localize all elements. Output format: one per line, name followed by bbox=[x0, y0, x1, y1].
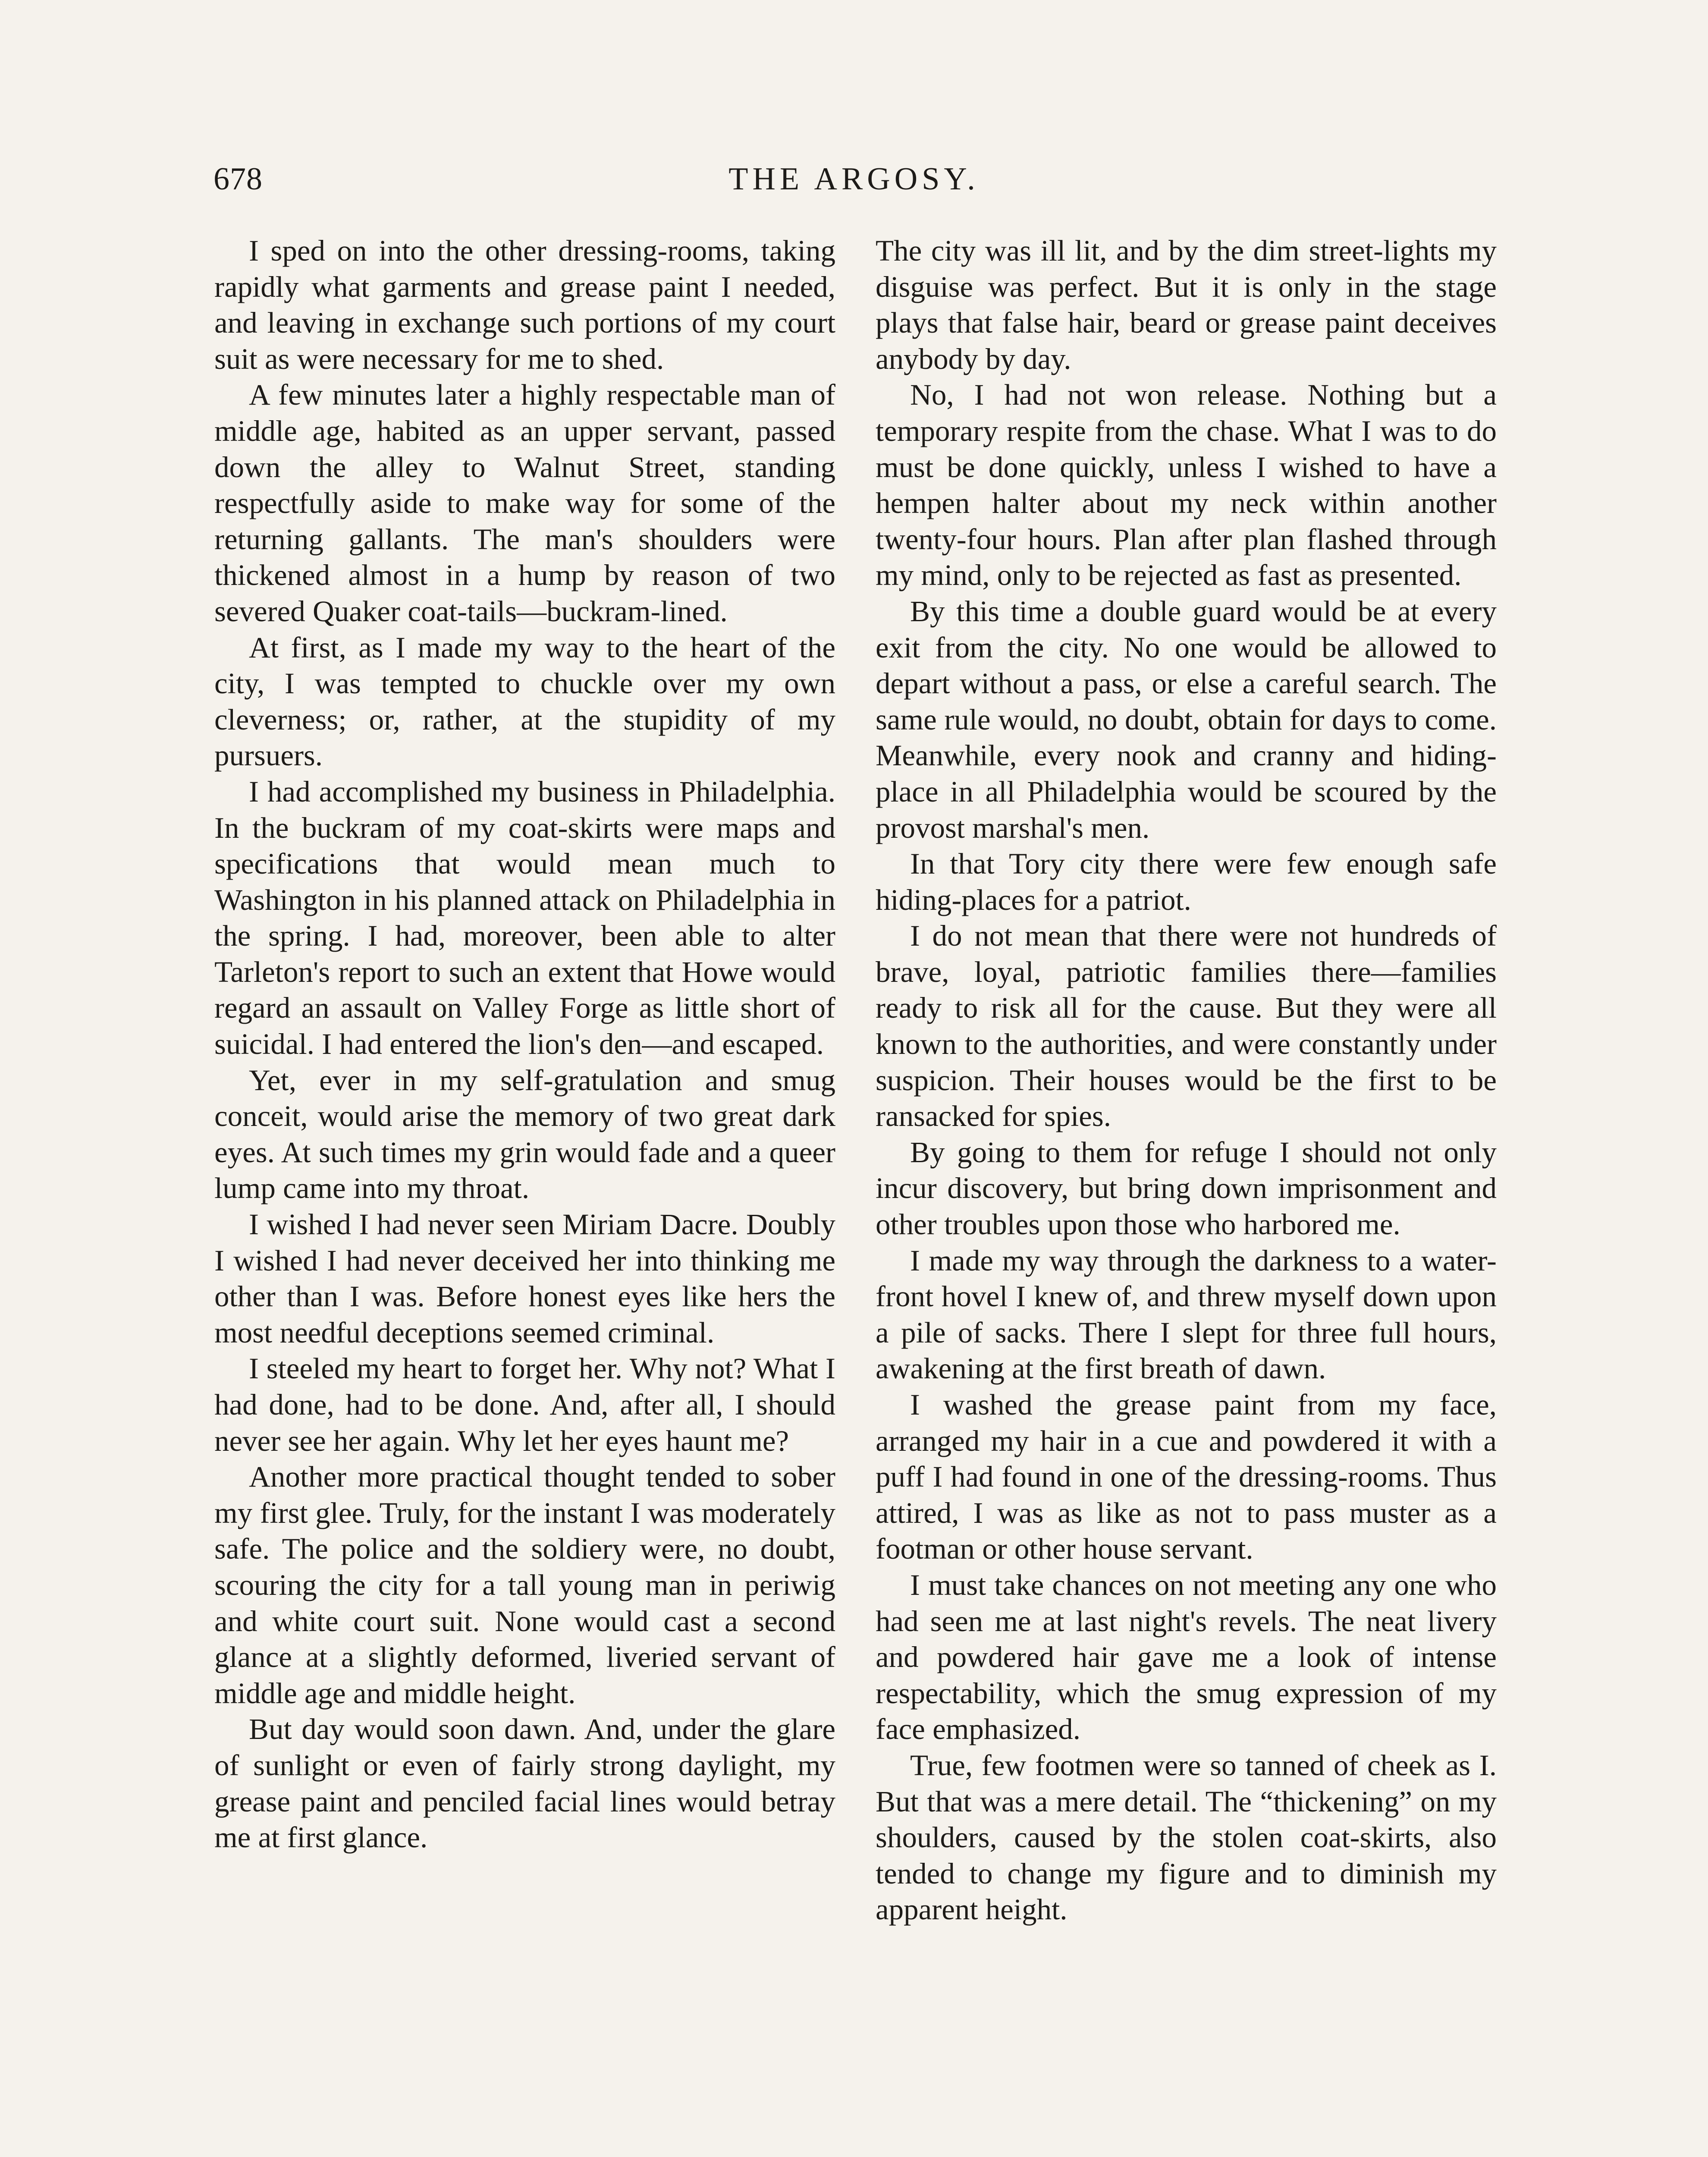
paragraph: No, I had not won release. Nothing but a temporary respite from the chase. What I was to do must be done quickly, unless I wished to have a hempen halter about my neck within another twenty-four hours. Plan after plan flashed through my mind, only to be rejected as fast as presented. bbox=[876, 378, 1497, 592]
paragraph: I must take chances on not meeting any one who had seen me at last night's revels. The neat livery and powdered hair gave me a look of intense respectability, which the smug expression of my face emphasized. bbox=[876, 1568, 1497, 1746]
paragraph: I had accomplished my business in Philadelphia. In the buckram of my coat-skirts were maps and specifications that would mean much to Washington in his planned attack on Philadelphia in the spring. I had, moreover, been able to alter Tarleton's report to such an extent that Howe would regard an assault on Valley Forge as little short of suicidal. I had entered the lion's den—and escaped. bbox=[214, 775, 835, 1061]
running-head: THE ARGOSY. bbox=[728, 161, 980, 197]
paragraph: I washed the grease paint from my face, arranged my hair in a cue and powdered it with a puff I had found in one of the dressing-rooms. Thus attired, I was as like as not to pass muster as a footman or other house servant. bbox=[876, 1388, 1497, 1566]
paragraph: Another more practical thought tended to sober my first glee. Truly, for the instant I was moderately safe. The police and the soldiery were, no doubt, scouring the city for a tall young man in periwig and white court suit. None would cast a second glance at a slightly deformed, liveried servant of middle age and middle height. bbox=[214, 1460, 835, 1710]
paragraph: By this time a double guard would be at every exit from the city. No one would be allowed to depart without a pass, or else a careful search. The same rule would, no doubt, obtain for days to come. Meanwhile, every nook and cranny and hiding-place in all Philadelphia would be scoured by the provost marshal's men. bbox=[876, 594, 1497, 844]
paragraph: At first, as I made my way to the heart of the city, I was tempted to chuckle over my own cleverness; or, rather, at the stupidity of my pursuers. bbox=[214, 631, 835, 772]
paragraph: In that Tory city there were few enough safe hiding-places for a patriot. bbox=[876, 847, 1497, 916]
paragraph: Yet, ever in my self-gratulation and smug conceit, would arise the memory of two great dark eyes. At such times my grin would fade and a queer lump came into my throat. bbox=[214, 1063, 835, 1205]
page-number: 678 bbox=[214, 161, 263, 197]
paragraph: True, few footmen were so tanned of cheek as I. But that was a mere detail. The “thickening” on my shoulders, caused by the stolen coat-skirts, also tended to change my figure and to diminish my apparent height. bbox=[876, 1748, 1497, 1926]
paragraph: A few minutes later a highly respectable man of middle age, habited as an upper servant, passed down the alley to Walnut Street, standing respectfully aside to make way for some of the returning gallants. The man's shoulders were thickened almost in a hump by reason of two severed Quaker coat-tails—buckram-lined. bbox=[214, 378, 835, 628]
right-column bbox=[876, 233, 1497, 2157]
paragraph-continuation: The city was ill lit, and by the dim street-lights my disguise was perfect. But it is only in the stage plays that false hair, beard or grease paint deceives anybody by day. bbox=[876, 234, 1497, 375]
paragraph: By going to them for refuge I should not only incur discovery, but bring down imprisonment and other troubles upon those who harbored me. bbox=[876, 1135, 1497, 1241]
paragraph: But day would soon dawn. And, under the glare of sunlight or even of fairly strong daylight, my grease paint and penciled facial lines would betray me at first glance. bbox=[214, 1713, 835, 1854]
paragraph: I wished I had never seen Miriam Dacre. Doubly I wished I had never deceived her into thinking me other than I was. Before honest eyes like hers the most needful deceptions seemed criminal. bbox=[214, 1208, 835, 1349]
left-column bbox=[214, 233, 835, 2157]
paragraph: I steeled my heart to forget her. Why not? What I had done, had to be done. And, after all, I should never see her again. Why let her eyes haunt me? bbox=[214, 1352, 835, 1457]
paragraph: I made my way through the darkness to a water-front hovel I knew of, and threw myself down upon a pile of sacks. There I slept for three full hours, awakening at the first breath of dawn. bbox=[876, 1244, 1497, 1385]
paragraph: I sped on into the other dressing-rooms, taking rapidly what garments and grease paint I needed, and leaving in exchange such portions of my court suit as were necessary for me to shed. bbox=[214, 234, 835, 375]
paragraph: I do not mean that there were not hundreds of brave, loyal, patriotic families there—families ready to risk all for the cause. But they were all known to the authorities, and were constantly under suspicion. Their houses would be the first to be ransacked for spies. bbox=[876, 919, 1497, 1133]
